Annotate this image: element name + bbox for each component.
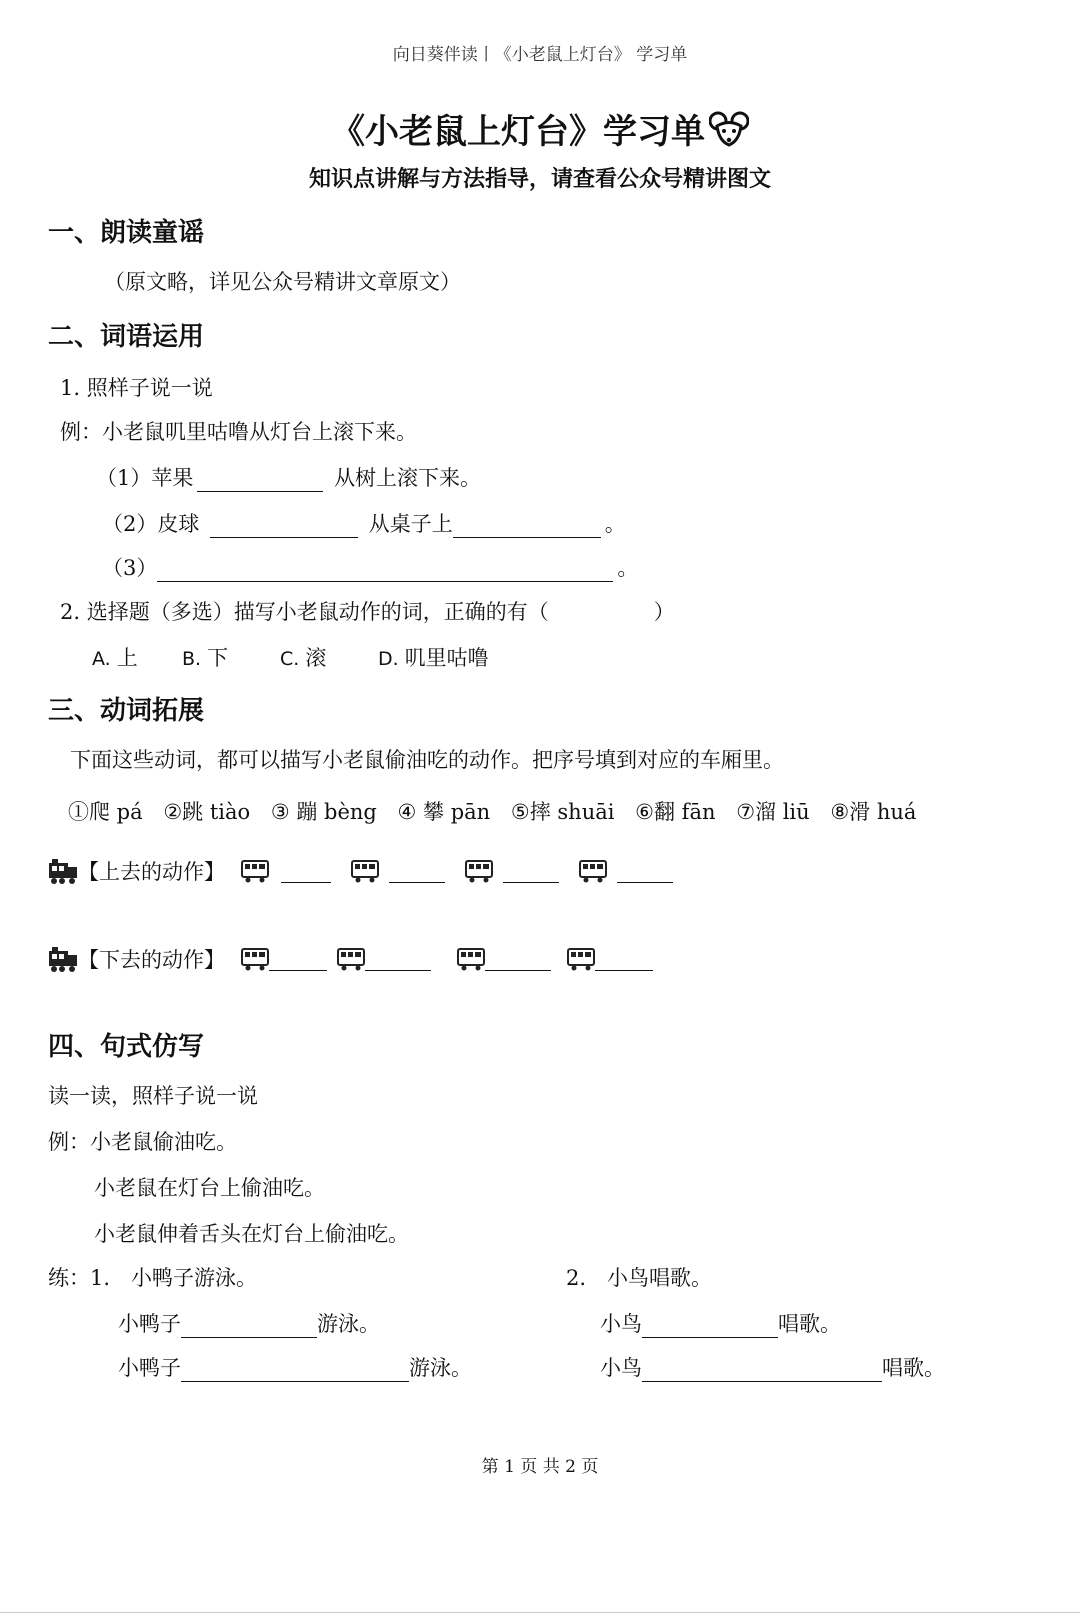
train-car-icon <box>457 947 485 971</box>
fill-item-3 <box>102 552 638 582</box>
train-car-up-1[interactable] <box>241 859 335 883</box>
train-car-down-4[interactable] <box>567 947 657 971</box>
train-car-icon <box>567 947 595 971</box>
practice-2-title: 2. 小鸟唱歌。 <box>566 1266 713 1290</box>
fill-item-1-prefix: （1）苹果 <box>96 466 194 490</box>
practice-2-blank-a[interactable] <box>642 1315 778 1338</box>
train-car-icon <box>465 859 493 883</box>
fill-item-2 <box>102 508 626 538</box>
section-2-heading: 二、词语运用 <box>48 322 205 352</box>
fill-item-2-end: 。 <box>604 512 626 536</box>
question-1: 1. 照样子说一说 <box>60 376 213 400</box>
option-d[interactable]: D. 叽里咕噜 <box>378 646 489 670</box>
train-car-icon <box>241 947 269 971</box>
blank-2b[interactable] <box>453 515 601 538</box>
train-car-icon <box>241 859 269 883</box>
train-car-icon <box>337 947 365 971</box>
verb-list <box>68 796 930 826</box>
section-4-heading: 四、句式仿写 <box>48 1032 205 1062</box>
practice-1-title: 练：1. 小鸭子游泳。 <box>48 1266 258 1290</box>
practice-2-line-a: 小鸟 唱歌。 <box>600 1312 841 1336</box>
locomotive-icon <box>48 945 78 973</box>
train-row-up <box>48 856 677 886</box>
fill-item-2-mid: 从桌子上 <box>368 512 453 536</box>
verb-6: ⑥翻 fān <box>635 800 716 824</box>
verb-3: ③ 蹦 bèng <box>270 800 377 824</box>
option-b[interactable]: B. 下 <box>182 646 229 670</box>
verb-4: ④ 攀 pān <box>397 800 491 824</box>
mouse-icon <box>709 111 749 156</box>
blank-2a[interactable] <box>210 515 358 538</box>
train-car-up-4[interactable] <box>579 859 677 883</box>
train-row-down <box>48 944 657 974</box>
section-1-heading: 一、朗读童谣 <box>48 218 205 248</box>
section-4-intro: 读一读，照样子说一说 <box>48 1084 258 1108</box>
row-label-down: 【下去的动作】 <box>78 948 225 972</box>
car-blank-up-2[interactable] <box>389 860 445 883</box>
row-label-up: 【上去的动作】 <box>78 860 225 884</box>
practice-2-line-b: 小鸟 唱歌。 <box>600 1356 945 1380</box>
blank-1[interactable] <box>197 469 323 492</box>
train-car-down-3[interactable] <box>457 947 555 971</box>
option-a[interactable]: A. 上 <box>92 646 138 670</box>
train-car-up-3[interactable] <box>465 859 563 883</box>
section-3-heading: 三、动词拓展 <box>48 696 205 726</box>
example-line-1: 例：小老鼠偷油吃。 <box>48 1130 237 1154</box>
verb-8: ⑧滑 huá <box>830 800 917 824</box>
train-car-down-1[interactable] <box>241 947 331 971</box>
verb-1: ①爬 pá <box>68 800 143 824</box>
fill-item-3-prefix: （3） <box>102 556 158 580</box>
practice-2-blank-b[interactable] <box>642 1359 882 1382</box>
page-header: 向日葵伴读丨《小老鼠上灯台》 学习单 <box>392 45 688 65</box>
page-title-text: 《小老鼠上灯台》学习单 <box>331 112 705 152</box>
car-blank-down-1[interactable] <box>269 948 327 971</box>
example-line-2: 小老鼠在灯台上偷油吃。 <box>94 1176 325 1200</box>
car-blank-up-4[interactable] <box>617 860 673 883</box>
bottom-divider <box>0 1612 1080 1613</box>
verb-7: ⑦溜 liū <box>736 800 810 824</box>
practice-1-blank-b[interactable] <box>181 1359 409 1382</box>
blank-3[interactable] <box>157 559 613 582</box>
train-car-icon <box>579 859 607 883</box>
car-blank-down-2[interactable] <box>365 948 431 971</box>
section-3-instruction: 下面这些动词，都可以描写小老鼠偷油吃的动作。把序号填到对应的车厢里。 <box>70 748 784 772</box>
page-footer: 第 1 页 共 2 页 <box>481 1457 599 1477</box>
page-title <box>0 104 1080 156</box>
question-2: 2. 选择题（多选）描写小老鼠动作的词，正确的有（ ） <box>60 600 675 624</box>
fill-item-1-suffix: 从树上滚下来。 <box>334 466 482 490</box>
verb-2: ②跳 tiào <box>163 800 251 824</box>
train-car-icon <box>351 859 379 883</box>
example-sentence: 例：小老鼠叽里咕噜从灯台上滚下来。 <box>60 420 417 444</box>
train-car-up-2[interactable] <box>351 859 449 883</box>
page-subtitle: 知识点讲解与方法指导，请查看公众号精讲图文 <box>308 167 771 192</box>
option-c[interactable]: C. 滚 <box>280 646 327 670</box>
train-car-down-2[interactable] <box>337 947 435 971</box>
car-blank-down-4[interactable] <box>595 948 653 971</box>
practice-1-line-a: 小鸭子 游泳。 <box>118 1312 380 1336</box>
car-blank-up-1[interactable] <box>281 860 331 883</box>
example-line-3: 小老鼠伸着舌头在灯台上偷油吃。 <box>94 1222 409 1246</box>
section-1-note: （原文略，详见公众号精讲文章原文） <box>104 270 461 294</box>
verb-5: ⑤摔 shuāi <box>510 800 615 824</box>
practice-1-line-b: 小鸭子 游泳。 <box>118 1356 472 1380</box>
car-blank-down-3[interactable] <box>485 948 551 971</box>
fill-item-3-end: 。 <box>617 556 639 580</box>
car-blank-up-3[interactable] <box>503 860 559 883</box>
fill-item-2-prefix: （2）皮球 <box>102 512 200 536</box>
locomotive-icon <box>48 857 78 885</box>
fill-item-1 <box>96 462 481 492</box>
practice-1-blank-a[interactable] <box>181 1315 317 1338</box>
